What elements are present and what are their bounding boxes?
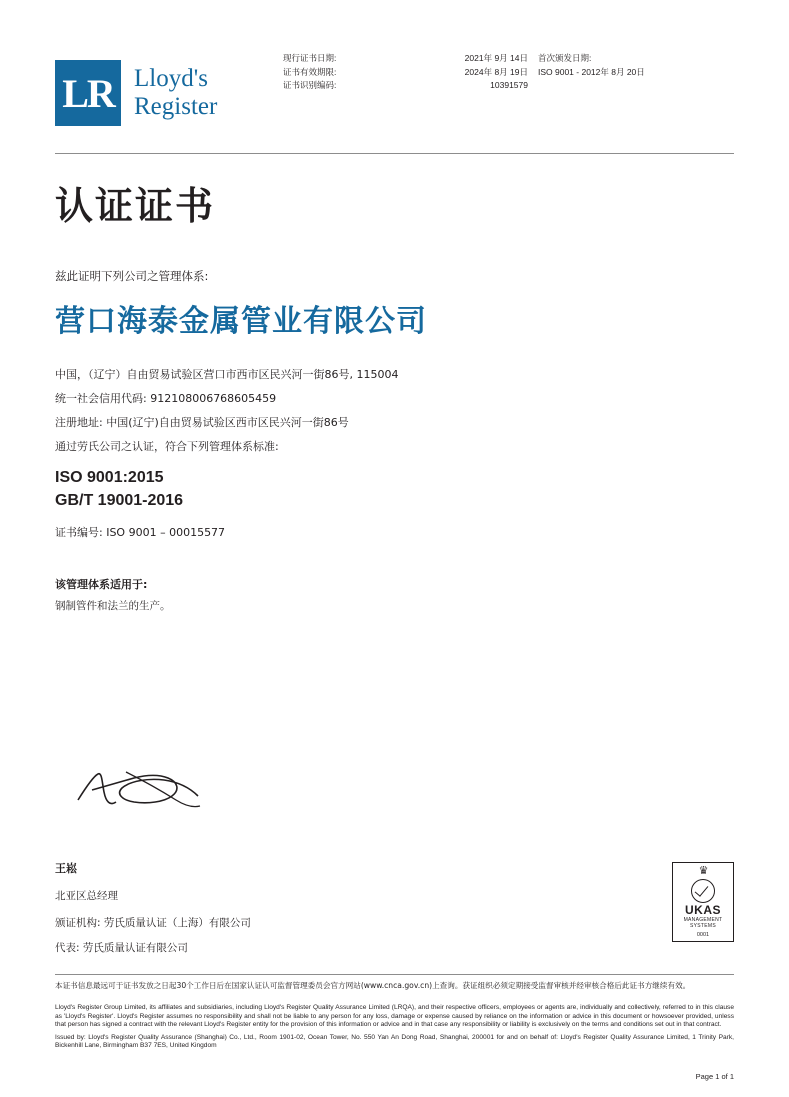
signatory-name: 王崧: [55, 862, 77, 875]
issuing-body: 颁证机构: 劳氏质量认证（上海）有限公司: [55, 917, 251, 929]
checkmark-icon: [691, 879, 715, 903]
footer-english-paragraph-0: Lloyd's Register Group Limited, its affiliates and subsidiaries, including Lloyd's Register Quality Assurance Limited (LRQA), and their respective officers, employees or agents are, individually and collectively, referred to in this clause as 'Lloyd's Register'. Lloyd's Register assumes no responsibility and shall not be liable to any person for any loss, damage or expense caused by reliance on the information or advice in this document or howsoever provided, unless that person has signed a contract with the relevant Lloyd's Register entity for the provision of this information or advice and in that case any responsibility or liability is exclusively on the terms and conditions set out in that contract.: [55, 1004, 734, 1029]
company-registered-address: 注册地址: 中国(辽宁)自由贸易试验区西市区民兴河一街86号: [55, 416, 349, 429]
approval-line: 通过劳氏公司之认证，符合下列管理体系标准:: [55, 440, 279, 453]
meta-values-column: [408, 52, 528, 93]
meta-label-expiry: 证书有效期限:: [283, 66, 337, 77]
intro-text: 兹此证明下列公司之管理体系:: [55, 269, 209, 283]
scope-heading: 该管理体系适用于:: [55, 578, 148, 591]
company-name: 营口海泰金属管业有限公司: [55, 304, 427, 339]
page-title: 认证证书: [55, 184, 216, 228]
company-details: [55, 363, 398, 459]
meta-value-identity: 10391579: [490, 80, 528, 90]
meta-label-original-issue: 首次颁发日期:: [538, 53, 592, 63]
lloyds-register-logo-mark: [55, 60, 121, 126]
company-credit-code: 统一社会信用代码: 912108006768605459: [55, 392, 277, 405]
ukas-sub-line2: SYSTEMS: [690, 923, 716, 929]
standard-item-1: GB/T 19001-2016: [55, 492, 184, 509]
meta-original-issue-column: [538, 52, 768, 79]
footer-english-paragraph-1: Issued by: Lloyd's Register Quality Assurance (Shanghai) Co., Ltd., Room 1901-02, Ocean Tower, No. 550 Yan An Dong Road, Shanghai, 200001 for and on behalf of: Lloyd's Register Quality Assurance Limited, 1 Trinity Park, Bickenhill Lane, Birmingham B37 7ES, United Kingdom: [55, 1033, 734, 1050]
signatory-role: 北亚区总经理: [55, 890, 118, 902]
ukas-label: UKAS: [684, 903, 721, 917]
on-behalf-of: 代表: 劳氏质量认证有限公司: [55, 942, 188, 954]
footer-english-note: [55, 1004, 734, 1051]
scope-text: 钢制管件和法兰的生产。: [55, 600, 171, 612]
certificate-number: 证书编号: ISO 9001 – 00015577: [55, 526, 226, 539]
crown-icon: ♛: [698, 865, 708, 877]
standard-item-0: ISO 9001:2015: [55, 469, 164, 486]
page-number: Page 1 of 1: [695, 1072, 734, 1081]
standards-list: [55, 466, 183, 512]
footer-divider: [55, 974, 734, 975]
meta-value-original-issue: ISO 9001 - 2012年 8月 20日: [538, 66, 645, 77]
footer-chinese-note: 本证书信息最远可于证书发放之日起30个工作日后在国家认证认可监督管理委员会官方网站(www.cnca.gov.cn)上查询。获证组织必须定期接受监督审核并经审核合格后此证书方继续有效。: [55, 981, 691, 990]
ukas-accreditation-mark: [672, 862, 734, 942]
company-address: 中国，（辽宁）自由贸易试验区营口市西市区民兴河一街86号, 115004: [55, 368, 399, 381]
logo-wordmark: [134, 65, 217, 121]
ukas-sub-line1: MANAGEMENT: [683, 917, 723, 923]
lloyds-register-logo: [55, 60, 217, 126]
meta-label-identity: 证书识别编码:: [283, 80, 337, 90]
logo-mark-text: LR: [62, 70, 114, 116]
handwritten-signature: [72, 760, 232, 820]
meta-labels-column: [283, 52, 403, 93]
meta-value-current-issue: 2021年 9月 14日: [464, 53, 528, 63]
certificate-header: [0, 52, 789, 142]
meta-label-current-issue: 现行证书日期:: [283, 53, 337, 63]
ukas-number: 0001: [696, 932, 710, 938]
meta-value-expiry: 2024年 8月 19日: [464, 66, 528, 77]
logo-wordmark-line1: Lloyd's: [134, 65, 208, 92]
logo-wordmark-line2: Register: [134, 93, 218, 120]
header-divider: [55, 153, 734, 154]
